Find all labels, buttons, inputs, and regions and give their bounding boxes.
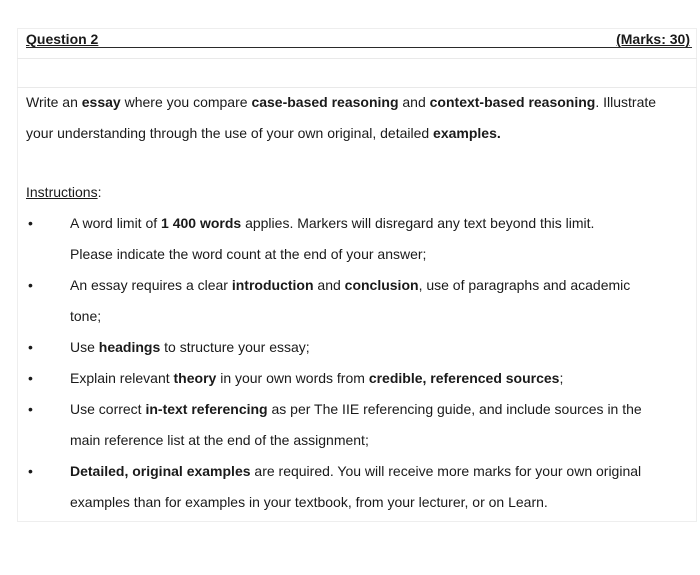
prompt-line: Write an essay where you compare case-based reasoning and context-based reasoning. Illustrate — [26, 94, 657, 110]
essay-prompt — [26, 87, 656, 149]
instructions-heading: Instructions: — [26, 184, 102, 200]
bullet-icon: • — [28, 401, 33, 417]
list-item: • Use headings to structure your essay; — [0, 332, 700, 363]
instructions-list — [0, 208, 700, 518]
bullet-icon: • — [28, 215, 33, 231]
list-item: • Use correct in-text referencing as per The IIE referencing guide, and include sources in the main reference list at the end of the assignment; — [0, 394, 700, 456]
question-header — [26, 31, 692, 48]
question-title: Question 2 — [26, 31, 99, 47]
bullet-icon: • — [28, 277, 33, 293]
list-item: • An essay requires a clear introduction and conclusion, use of paragraphs and academic tone; — [0, 270, 700, 332]
list-item: • Detailed, original examples are required. You will receive more marks for your own original examples than for examples in your textbook, from your lecturer, or on Learn. — [0, 456, 700, 518]
list-item: • A word limit of 1 400 words applies. Markers will disregard any text beyond this limit. Please indicate the word count at the end of your answer; — [0, 208, 700, 270]
divider — [17, 58, 697, 59]
bullet-icon: • — [28, 339, 33, 355]
prompt-line: your understanding through the use of your own original, detailed examples. — [26, 125, 501, 141]
question-marks: (Marks: 30) — [616, 31, 690, 47]
list-item: • Explain relevant theory in your own words from credible, referenced sources; — [0, 363, 700, 394]
bullet-icon: • — [28, 463, 33, 479]
bullet-icon: • — [28, 370, 33, 386]
